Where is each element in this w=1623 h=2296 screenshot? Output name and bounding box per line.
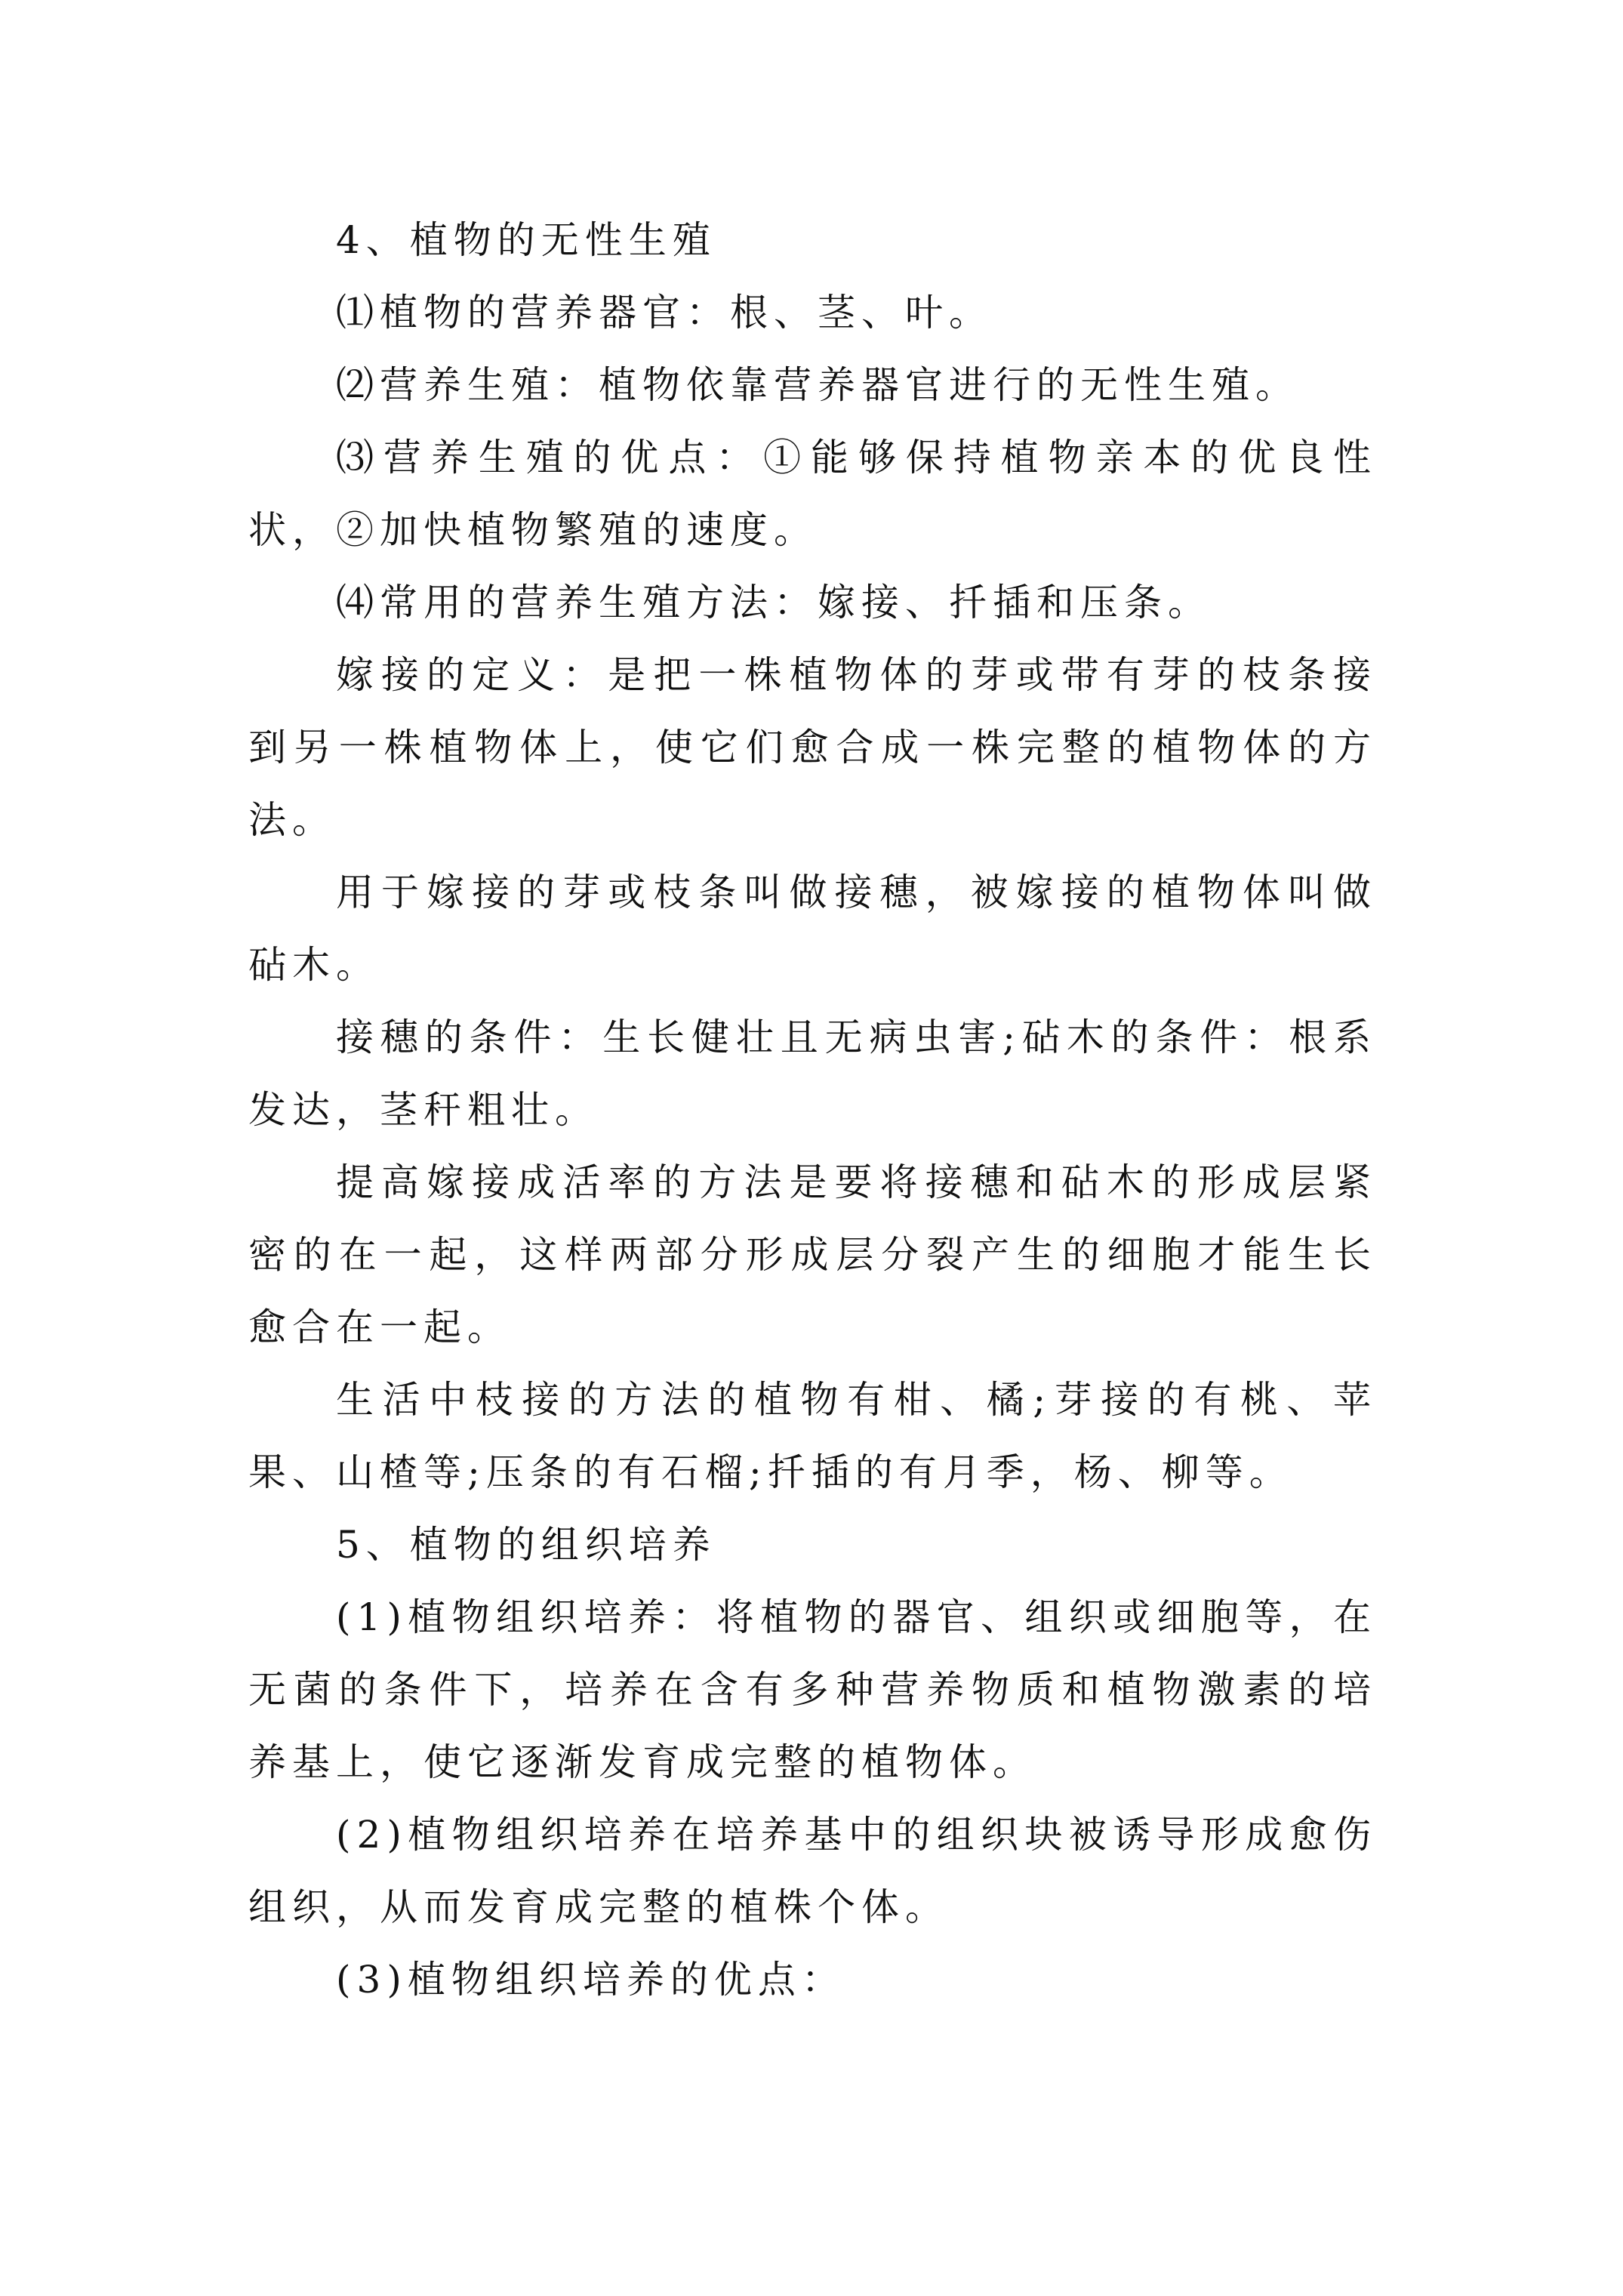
paragraph-callus-formation: (2)植物组织培养在培养基中的组织块被诱导形成愈伤组织，从而发育成完整的植株个体。	[248, 1813, 1377, 1929]
paragraph-tissue-culture-advantages: (3)植物组织培养的优点：	[336, 1958, 845, 2002]
section-heading-asexual-reproduction: 4、植物的无性生殖	[336, 218, 716, 262]
paragraph-advantages: ⑶营养生殖的优点：①能够保持植物亲本的优良性状，②加快植物繁殖的速度。	[248, 436, 1377, 552]
paragraph-success-rate: 提高嫁接成活率的方法是要将接穗和砧木的形成层紧密的在一起，这样两部分形成层分裂产生的细胞才能生长愈合在一起。	[248, 1160, 1377, 1349]
paragraph-tissue-culture-definition: (1)植物组织培养：将植物的器官、组织或细胞等，在无菌的条件下，培养在含有多种营养物质和植物激素的培养基上，使它逐渐发育成完整的植物体。	[248, 1595, 1377, 1784]
paragraph-vegetative-organs: ⑴植物的营养器官：根、茎、叶。	[336, 291, 993, 334]
paragraph-examples: 生活中枝接的方法的植物有柑、橘;芽接的有桃、苹果、山楂等;压条的有石榴;扦插的有月季，杨、柳等。	[248, 1378, 1377, 1494]
paragraph-conditions: 接穗的条件：生长健壮且无病虫害;砧木的条件：根系发达，茎秆粗壮。	[248, 1015, 1377, 1132]
section-heading-tissue-culture: 5、植物的组织培养	[336, 1523, 716, 1567]
paragraph-methods: ⑷常用的营养生殖方法：嫁接、扦插和压条。	[336, 581, 1212, 624]
paragraph-scion-rootstock: 用于嫁接的芽或枝条叫做接穗，被嫁接的植物体叫做砧木。	[248, 871, 1377, 987]
document-body	[248, 204, 1377, 2016]
paragraph-grafting-definition: 嫁接的定义：是把一株植物体的芽或带有芽的枝条接到另一株植物体上，使它们愈合成一株完整的植物体的方法。	[248, 653, 1377, 842]
paragraph-vegetative-propagation: ⑵营养生殖：植物依靠营养器官进行的无性生殖。	[336, 363, 1299, 407]
